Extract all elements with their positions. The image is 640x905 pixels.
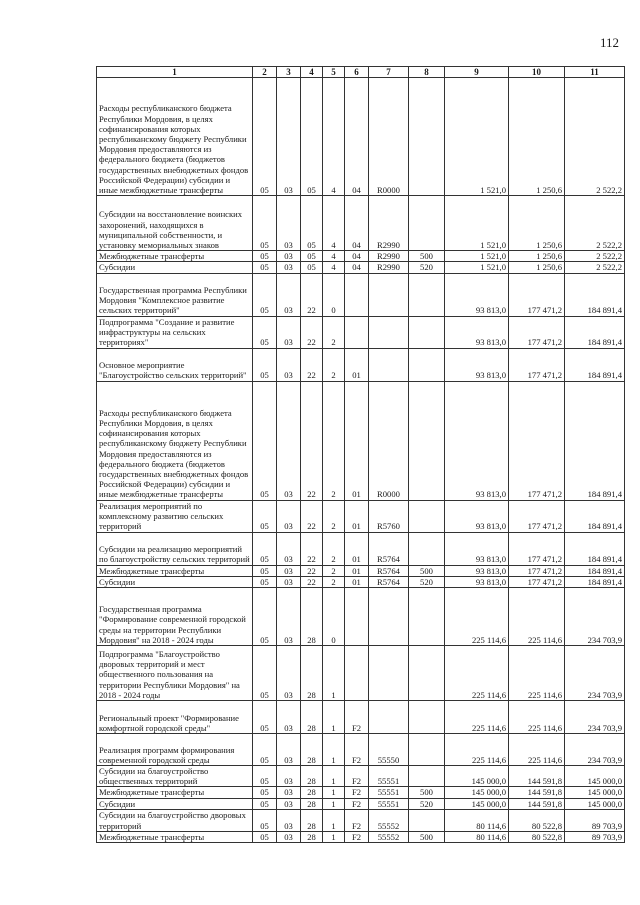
table-row [97, 809, 625, 831]
column-header-1: 1 [97, 67, 253, 78]
row-name-cell: Государственная программа "Формирование современной городской среды на территории Республики Мордовия" на 2018 - 2024 годы [97, 588, 253, 646]
row-cell-8: 520 [409, 576, 445, 587]
row-cell-5: 2 [323, 576, 345, 587]
table-row [97, 78, 625, 196]
row-cell-3: 03 [277, 251, 301, 262]
row-cell-7 [369, 316, 409, 348]
row-cell-3: 03 [277, 798, 301, 809]
row-cell-8 [409, 532, 445, 565]
table-row [97, 766, 625, 787]
row-cell-5: 2 [323, 316, 345, 348]
row-cell-9: 93 813,0 [445, 273, 509, 316]
row-cell-6: 04 [345, 196, 369, 251]
row-cell-7: 55552 [369, 831, 409, 842]
row-cell-7: 55551 [369, 766, 409, 787]
row-cell-3: 03 [277, 588, 301, 646]
row-cell-10: 177 471,2 [509, 381, 565, 500]
table-row [97, 500, 625, 532]
table-row [97, 576, 625, 587]
row-cell-4: 28 [301, 809, 323, 831]
row-cell-6: 01 [345, 532, 369, 565]
row-cell-5: 4 [323, 78, 345, 196]
row-cell-5: 1 [323, 798, 345, 809]
row-cell-8: 520 [409, 262, 445, 273]
row-cell-7: 55550 [369, 734, 409, 766]
row-cell-7: 55551 [369, 798, 409, 809]
column-header-6: 6 [345, 67, 369, 78]
row-cell-8 [409, 766, 445, 787]
row-cell-9: 80 114,6 [445, 809, 509, 831]
row-cell-2: 05 [253, 78, 277, 196]
table-row [97, 588, 625, 646]
row-cell-8: 500 [409, 565, 445, 576]
row-cell-3: 03 [277, 273, 301, 316]
row-cell-9: 225 114,6 [445, 646, 509, 701]
row-name-cell: Межбюджетные трансферты [97, 251, 253, 262]
row-cell-9: 80 114,6 [445, 831, 509, 842]
row-cell-4: 05 [301, 78, 323, 196]
row-cell-6: 01 [345, 348, 369, 381]
row-cell-7 [369, 273, 409, 316]
row-cell-10: 225 114,6 [509, 701, 565, 734]
row-cell-8 [409, 78, 445, 196]
row-cell-8 [409, 809, 445, 831]
row-cell-8 [409, 348, 445, 381]
column-header-3: 3 [277, 67, 301, 78]
row-cell-9: 93 813,0 [445, 316, 509, 348]
column-header-7: 7 [369, 67, 409, 78]
row-cell-6: 01 [345, 500, 369, 532]
row-cell-4: 28 [301, 701, 323, 734]
row-cell-8: 520 [409, 798, 445, 809]
row-cell-4: 28 [301, 646, 323, 701]
row-cell-11: 89 703,9 [565, 809, 625, 831]
row-name-cell: Субсидии на восстановление воинских захоронений, находящихся в муниципальной собственности, и установку мемориальных знаков [97, 196, 253, 251]
row-cell-2: 05 [253, 316, 277, 348]
row-cell-6 [345, 316, 369, 348]
row-cell-7: R5764 [369, 576, 409, 587]
row-cell-2: 05 [253, 809, 277, 831]
table-header-row [97, 67, 625, 78]
row-cell-9: 1 521,0 [445, 196, 509, 251]
row-cell-11: 145 000,0 [565, 766, 625, 787]
table-row [97, 273, 625, 316]
row-cell-4: 22 [301, 565, 323, 576]
row-cell-5: 4 [323, 196, 345, 251]
row-cell-5: 2 [323, 532, 345, 565]
page-number: 112 [600, 35, 620, 50]
row-cell-9: 1 521,0 [445, 78, 509, 196]
row-cell-5: 2 [323, 348, 345, 381]
table-row [97, 251, 625, 262]
row-cell-6: 04 [345, 78, 369, 196]
row-cell-11: 184 891,4 [565, 273, 625, 316]
table-body [97, 78, 625, 843]
row-cell-10: 144 591,8 [509, 787, 565, 798]
row-cell-4: 05 [301, 262, 323, 273]
row-cell-4: 28 [301, 588, 323, 646]
row-cell-8 [409, 500, 445, 532]
row-cell-2: 05 [253, 576, 277, 587]
row-cell-9: 93 813,0 [445, 348, 509, 381]
row-cell-10: 225 114,6 [509, 646, 565, 701]
row-cell-3: 03 [277, 316, 301, 348]
row-cell-8 [409, 734, 445, 766]
row-name-cell: Субсидии [97, 576, 253, 587]
row-cell-11: 2 522,2 [565, 196, 625, 251]
row-cell-3: 03 [277, 565, 301, 576]
row-cell-2: 05 [253, 273, 277, 316]
table-row [97, 565, 625, 576]
row-cell-10: 144 591,8 [509, 766, 565, 787]
row-cell-8 [409, 646, 445, 701]
row-cell-5: 4 [323, 251, 345, 262]
row-cell-5: 1 [323, 734, 345, 766]
row-cell-11: 184 891,4 [565, 565, 625, 576]
row-cell-8 [409, 273, 445, 316]
row-cell-2: 05 [253, 196, 277, 251]
row-cell-3: 03 [277, 262, 301, 273]
row-cell-7: R2990 [369, 251, 409, 262]
row-cell-8: 500 [409, 251, 445, 262]
row-name-cell: Межбюджетные трансферты [97, 831, 253, 842]
row-cell-10: 177 471,2 [509, 348, 565, 381]
row-name-cell: Подпрограмма "Благоустройство дворовых территорий и мест общественного пользования на территории Республики Мордовия" на 2018 - 2024 годы [97, 646, 253, 701]
row-cell-6 [345, 646, 369, 701]
row-cell-11: 184 891,4 [565, 532, 625, 565]
row-name-cell: Реализация мероприятий по комплексному развитию сельских территорий [97, 500, 253, 532]
row-cell-4: 22 [301, 500, 323, 532]
row-cell-6: 04 [345, 262, 369, 273]
row-cell-7: R5764 [369, 532, 409, 565]
row-cell-2: 05 [253, 734, 277, 766]
row-cell-5: 1 [323, 766, 345, 787]
table-row [97, 262, 625, 273]
row-cell-4: 05 [301, 196, 323, 251]
row-cell-10: 1 250,6 [509, 262, 565, 273]
row-cell-3: 03 [277, 646, 301, 701]
row-cell-7 [369, 348, 409, 381]
row-cell-10: 225 114,6 [509, 588, 565, 646]
row-cell-11: 234 703,9 [565, 588, 625, 646]
column-header-2: 2 [253, 67, 277, 78]
row-cell-8 [409, 316, 445, 348]
row-cell-9: 93 813,0 [445, 500, 509, 532]
row-cell-7: R5760 [369, 500, 409, 532]
row-cell-4: 05 [301, 251, 323, 262]
row-cell-4: 22 [301, 273, 323, 316]
row-cell-11: 145 000,0 [565, 787, 625, 798]
row-cell-10: 177 471,2 [509, 532, 565, 565]
row-name-cell: Субсидии [97, 798, 253, 809]
row-cell-10: 80 522,8 [509, 809, 565, 831]
table-row [97, 532, 625, 565]
row-name-cell: Государственная программа Республики Мордовия "Комплексное развитие сельских территорий" [97, 273, 253, 316]
row-cell-11: 184 891,4 [565, 316, 625, 348]
table-row [97, 646, 625, 701]
row-cell-7: 55551 [369, 787, 409, 798]
row-cell-6: F2 [345, 734, 369, 766]
row-cell-8 [409, 196, 445, 251]
row-cell-9: 93 813,0 [445, 381, 509, 500]
row-cell-3: 03 [277, 576, 301, 587]
row-cell-4: 28 [301, 734, 323, 766]
table-row [97, 831, 625, 842]
row-cell-3: 03 [277, 809, 301, 831]
row-cell-6 [345, 588, 369, 646]
row-cell-10: 177 471,2 [509, 500, 565, 532]
row-cell-8 [409, 381, 445, 500]
row-name-cell: Субсидии на благоустройство общественных территорий [97, 766, 253, 787]
row-name-cell: Основное мероприятие "Благоустройство сельских территорий" [97, 348, 253, 381]
row-cell-2: 05 [253, 251, 277, 262]
row-cell-3: 03 [277, 787, 301, 798]
column-header-5: 5 [323, 67, 345, 78]
column-header-10: 10 [509, 67, 565, 78]
row-cell-4: 28 [301, 787, 323, 798]
row-cell-7: R2990 [369, 262, 409, 273]
row-cell-11: 184 891,4 [565, 381, 625, 500]
table-row [97, 798, 625, 809]
row-cell-9: 93 813,0 [445, 565, 509, 576]
row-cell-2: 05 [253, 500, 277, 532]
row-cell-6: F2 [345, 766, 369, 787]
row-cell-11: 234 703,9 [565, 734, 625, 766]
row-cell-7: R2990 [369, 196, 409, 251]
column-header-8: 8 [409, 67, 445, 78]
row-cell-3: 03 [277, 766, 301, 787]
row-name-cell: Расходы республиканского бюджета Республики Мордовия, в целях софинансирования которых республиканскому бюджету Республики Мордовия предоставляются из федерального бюджета (бюджетов государственных внебюджетных фондов Российской Федерации) субсидии и иные межбюджетные трансферты [97, 381, 253, 500]
row-cell-2: 05 [253, 348, 277, 381]
row-cell-2: 05 [253, 565, 277, 576]
row-cell-2: 05 [253, 646, 277, 701]
row-cell-7 [369, 588, 409, 646]
table-row [97, 381, 625, 500]
row-cell-3: 03 [277, 532, 301, 565]
row-cell-4: 28 [301, 766, 323, 787]
column-header-9: 9 [445, 67, 509, 78]
row-cell-2: 05 [253, 831, 277, 842]
row-cell-4: 28 [301, 831, 323, 842]
row-cell-10: 177 471,2 [509, 316, 565, 348]
row-cell-3: 03 [277, 381, 301, 500]
row-cell-6: F2 [345, 809, 369, 831]
row-cell-9: 93 813,0 [445, 576, 509, 587]
row-cell-10: 80 522,8 [509, 831, 565, 842]
row-cell-11: 89 703,9 [565, 831, 625, 842]
row-cell-10: 225 114,6 [509, 734, 565, 766]
row-cell-11: 184 891,4 [565, 500, 625, 532]
row-name-cell: Субсидии на благоустройство дворовых территорий [97, 809, 253, 831]
row-cell-9: 225 114,6 [445, 701, 509, 734]
row-cell-11: 2 522,2 [565, 251, 625, 262]
row-cell-5: 1 [323, 787, 345, 798]
row-cell-4: 22 [301, 576, 323, 587]
row-cell-2: 05 [253, 532, 277, 565]
row-cell-7 [369, 701, 409, 734]
row-cell-4: 22 [301, 348, 323, 381]
row-cell-10: 1 250,6 [509, 251, 565, 262]
row-cell-6: 01 [345, 565, 369, 576]
row-cell-9: 225 114,6 [445, 588, 509, 646]
row-cell-11: 2 522,2 [565, 262, 625, 273]
row-cell-9: 1 521,0 [445, 251, 509, 262]
row-cell-10: 1 250,6 [509, 78, 565, 196]
row-cell-4: 22 [301, 316, 323, 348]
row-cell-6: F2 [345, 787, 369, 798]
row-name-cell: Субсидии на реализацию мероприятий по благоустройству сельских территорий [97, 532, 253, 565]
row-cell-6: F2 [345, 798, 369, 809]
table-row [97, 316, 625, 348]
row-cell-7 [369, 646, 409, 701]
row-name-cell: Региональный проект "Формирование комфортной городской среды" [97, 701, 253, 734]
row-cell-4: 22 [301, 381, 323, 500]
row-cell-9: 145 000,0 [445, 787, 509, 798]
table-row [97, 787, 625, 798]
row-cell-10: 177 471,2 [509, 273, 565, 316]
row-cell-5: 1 [323, 831, 345, 842]
row-name-cell: Реализация программ формирования современной городской среды [97, 734, 253, 766]
table-row [97, 734, 625, 766]
row-cell-8 [409, 588, 445, 646]
row-cell-11: 2 522,2 [565, 78, 625, 196]
budget-table [96, 66, 625, 843]
row-cell-2: 05 [253, 798, 277, 809]
row-cell-11: 234 703,9 [565, 646, 625, 701]
row-cell-5: 1 [323, 646, 345, 701]
row-cell-5: 2 [323, 565, 345, 576]
row-cell-4: 22 [301, 532, 323, 565]
row-cell-3: 03 [277, 734, 301, 766]
row-cell-9: 145 000,0 [445, 766, 509, 787]
row-cell-11: 184 891,4 [565, 348, 625, 381]
row-name-cell: Межбюджетные трансферты [97, 565, 253, 576]
row-cell-9: 145 000,0 [445, 798, 509, 809]
row-cell-4: 28 [301, 798, 323, 809]
row-cell-2: 05 [253, 787, 277, 798]
row-cell-3: 03 [277, 348, 301, 381]
row-cell-5: 1 [323, 809, 345, 831]
row-cell-11: 145 000,0 [565, 798, 625, 809]
row-cell-9: 225 114,6 [445, 734, 509, 766]
row-cell-7: 55552 [369, 809, 409, 831]
row-cell-2: 05 [253, 262, 277, 273]
row-cell-7: R0000 [369, 78, 409, 196]
row-name-cell: Подпрограмма "Создание и развитие инфраструктуры на сельских территориях" [97, 316, 253, 348]
row-cell-9: 1 521,0 [445, 262, 509, 273]
row-cell-8 [409, 701, 445, 734]
row-cell-6 [345, 273, 369, 316]
row-name-cell: Расходы республиканского бюджета Республики Мордовия, в целях софинансирования которых республиканскому бюджету Республики Мордовия предоставляются из федерального бюджета (бюджетов государственных внебюджетных фондов Российской Федерации) субсидии и иные межбюджетные трансферты [97, 78, 253, 196]
row-cell-7: R5764 [369, 565, 409, 576]
row-cell-3: 03 [277, 500, 301, 532]
row-cell-10: 1 250,6 [509, 196, 565, 251]
row-cell-5: 0 [323, 588, 345, 646]
row-cell-7: R0000 [369, 381, 409, 500]
row-cell-5: 2 [323, 381, 345, 500]
row-cell-6: F2 [345, 701, 369, 734]
row-cell-3: 03 [277, 78, 301, 196]
row-cell-6: 01 [345, 576, 369, 587]
row-cell-6: 04 [345, 251, 369, 262]
row-cell-3: 03 [277, 701, 301, 734]
row-cell-9: 93 813,0 [445, 532, 509, 565]
row-cell-10: 177 471,2 [509, 565, 565, 576]
row-cell-10: 144 591,8 [509, 798, 565, 809]
row-cell-8: 500 [409, 831, 445, 842]
row-cell-11: 184 891,4 [565, 576, 625, 587]
row-cell-5: 1 [323, 701, 345, 734]
table-row [97, 196, 625, 251]
row-cell-5: 0 [323, 273, 345, 316]
row-cell-2: 05 [253, 588, 277, 646]
row-cell-5: 4 [323, 262, 345, 273]
row-name-cell: Субсидии [97, 262, 253, 273]
row-cell-6: F2 [345, 831, 369, 842]
row-cell-2: 05 [253, 381, 277, 500]
row-cell-5: 2 [323, 500, 345, 532]
table-row [97, 348, 625, 381]
row-cell-6: 01 [345, 381, 369, 500]
row-cell-3: 03 [277, 831, 301, 842]
row-cell-3: 03 [277, 196, 301, 251]
column-header-4: 4 [301, 67, 323, 78]
row-cell-11: 234 703,9 [565, 701, 625, 734]
table-row [97, 701, 625, 734]
column-header-11: 11 [565, 67, 625, 78]
row-cell-10: 177 471,2 [509, 576, 565, 587]
row-name-cell: Межбюджетные трансферты [97, 787, 253, 798]
row-cell-8: 500 [409, 787, 445, 798]
row-cell-2: 05 [253, 701, 277, 734]
row-cell-2: 05 [253, 766, 277, 787]
